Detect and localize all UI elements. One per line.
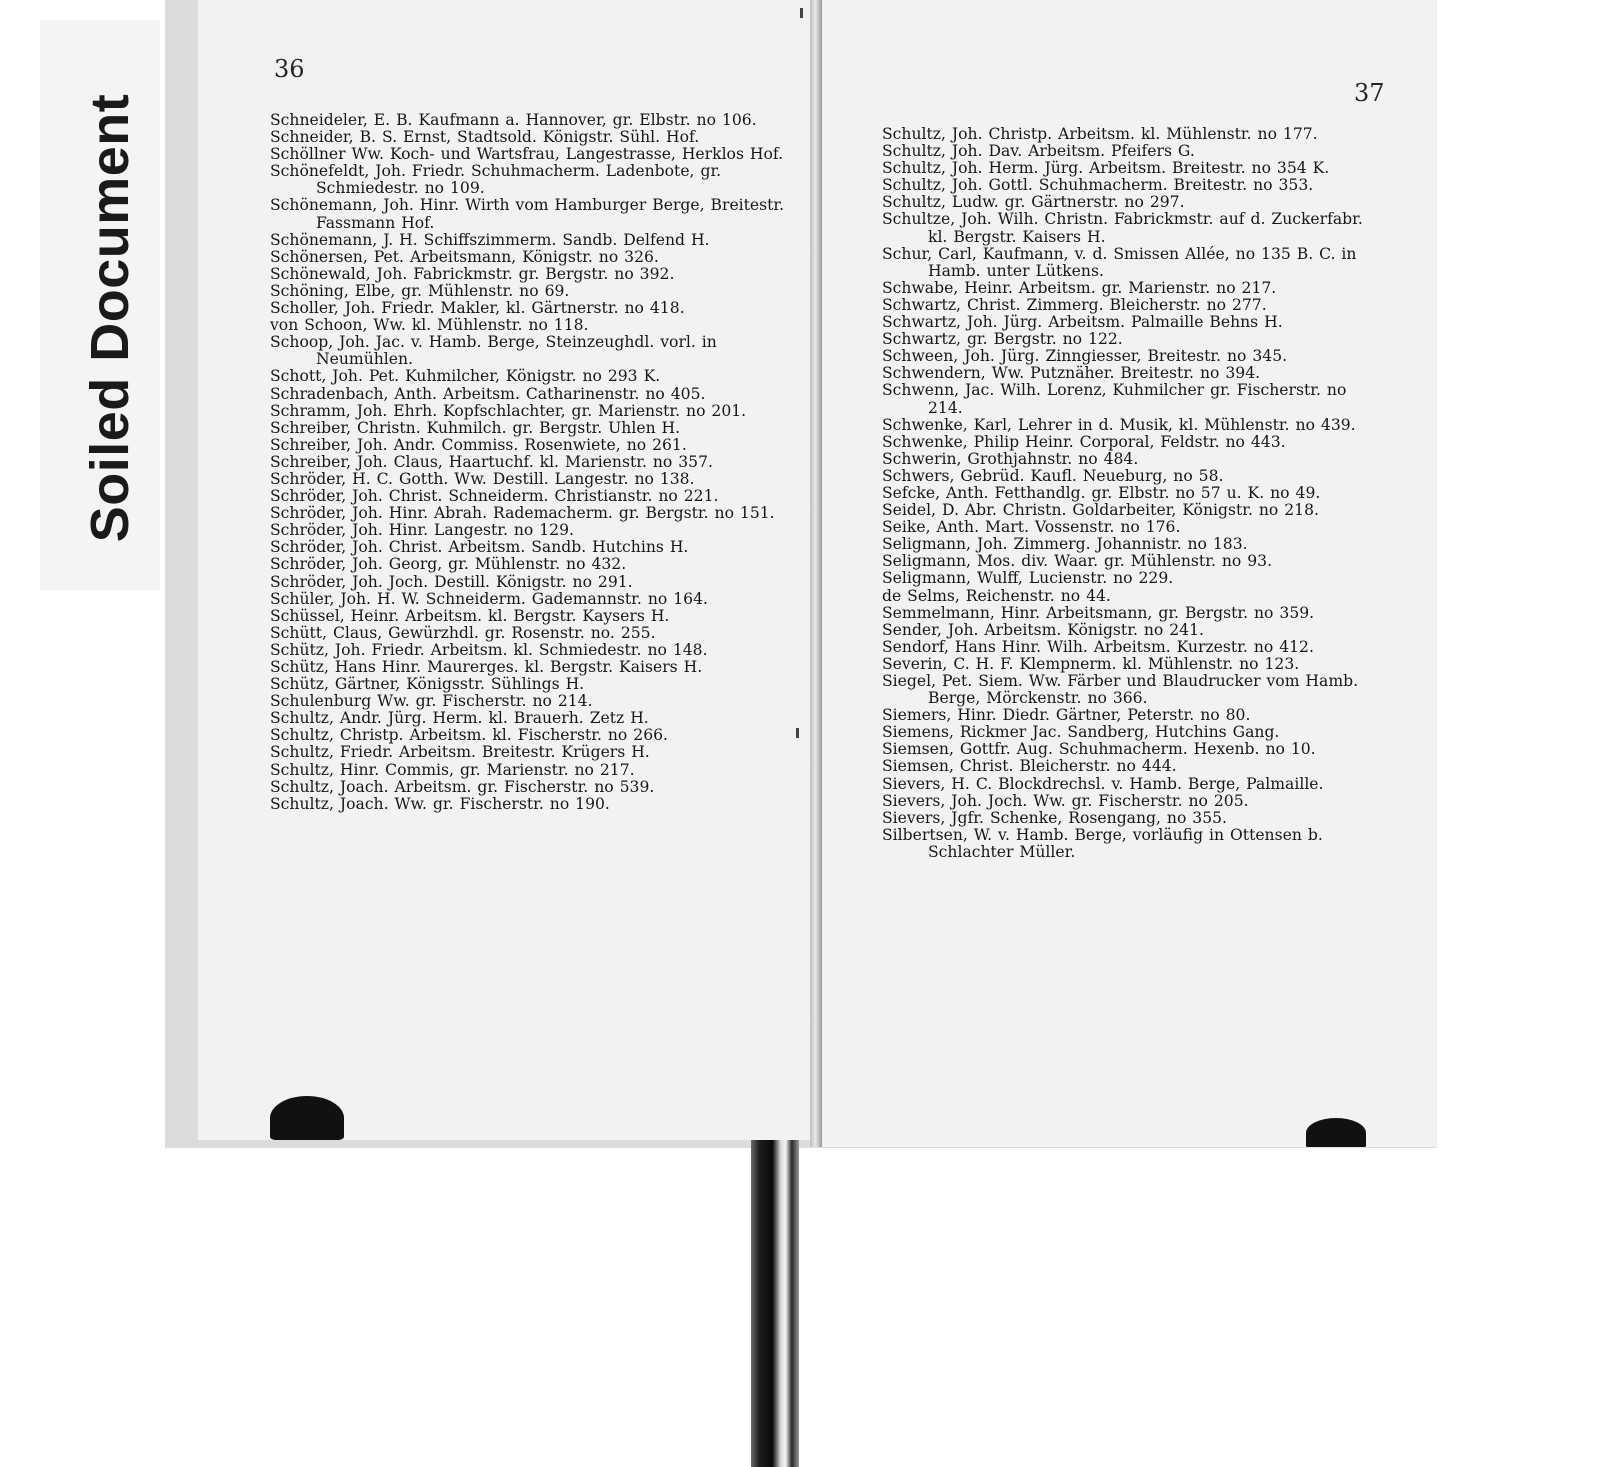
directory-entry: Schultz, Joach. Ww. gr. Fischerstr. no 190.	[270, 794, 610, 813]
directory-entry: Silbertsen, W. v. Hamb. Berge, vorläufig in Ottensen b. Schlachter Müller.	[882, 825, 1323, 861]
directory-entry: Schwenke, Philip Heinr. Corporal, Feldstr. no 443.	[882, 432, 1286, 451]
directory-entry: Sender, Joh. Arbeitsm. Königstr. no 241.	[882, 620, 1204, 639]
directory-entry: Siemens, Rickmer Jac. Sandberg, Hutchins Gang.	[882, 723, 1280, 742]
directory-entry: Schröder, Joh. Hinr. Abrah. Rademacherm. gr. Bergstr. no 151.	[270, 504, 775, 523]
directory-entry: Schultz, Christp. Arbeitsm. kl. Fischerstr. no 266.	[270, 726, 668, 745]
left-entry-list	[270, 112, 785, 813]
directory-entry: Schwartz, gr. Bergstr. no 122.	[882, 330, 1123, 349]
ink-blot	[270, 1096, 344, 1140]
directory-entry: Sefcke, Anth. Fetthandlg. gr. Elbstr. no 57 u. K. no 49.	[882, 483, 1321, 502]
directory-entry: Sievers, Jgfr. Schenke, Rosengang, no 355.	[882, 808, 1228, 827]
directory-entry: Schütt, Claus, Gewürzhdl. gr. Rosenstr. no. 255.	[270, 623, 656, 642]
directory-entry: Siemsen, Christ. Bleicherstr. no 444.	[882, 757, 1177, 776]
directory-entry: Siemsen, Gottfr. Aug. Schuhmacherm. Hexenb. no 10.	[882, 740, 1316, 759]
directory-entry: Schönemann, J. H. Schiffszimmerm. Sandb. Delfend H.	[270, 230, 710, 249]
directory-entry: Schultz, Joh. Dav. Arbeitsm. Pfeifers G.	[882, 142, 1195, 161]
right-page-number: 37	[1354, 79, 1385, 107]
binding-mark	[796, 728, 799, 738]
directory-entry: Schultz, Ludw. gr. Gärtnerstr. no 297.	[882, 193, 1185, 212]
directory-entry: Schultz, Joh. Gottl. Schuhmacherm. Breitestr. no 353.	[882, 176, 1314, 195]
right-page	[822, 0, 1437, 1147]
directory-entry: Seligmann, Wulff, Lucienstr. no 229.	[882, 569, 1174, 588]
directory-entry: Schönersen, Pet. Arbeitsmann, Königstr. no 326.	[270, 247, 659, 266]
left-page	[198, 0, 810, 1140]
directory-entry: Schöning, Elbe, gr. Mühlenstr. no 69.	[270, 281, 570, 300]
directory-entry: Schütz, Gärtner, Königsstr. Sühlings H.	[270, 675, 585, 694]
ink-blot	[1306, 1118, 1366, 1147]
directory-entry: Sievers, H. C. Blockdrechsl. v. Hamb. Berge, Palmaille.	[882, 774, 1324, 793]
directory-entry: Schröder, Joh. Georg, gr. Mühlenstr. no 432.	[270, 555, 627, 574]
directory-entry: Schultz, Hinr. Commis, gr. Marienstr. no 217.	[270, 760, 635, 779]
directory-entry: Sievers, Joh. Joch. Ww. gr. Fischerstr. no 205.	[882, 791, 1249, 810]
directory-entry: Schwartz, Joh. Jürg. Arbeitsm. Palmaille Behns H.	[882, 313, 1283, 332]
directory-entry: Seligmann, Joh. Zimmerg. Johannistr. no 183.	[882, 535, 1248, 554]
book-spine	[751, 1140, 799, 1467]
directory-entry: Schreiber, Joh. Andr. Commiss. Rosenwiete, no 261.	[270, 435, 687, 454]
directory-entry: Schneideler, E. B. Kaufmann a. Hannover, gr. Elbstr. no 106.	[270, 111, 757, 129]
directory-entry: Schur, Carl, Kaufmann, v. d. Smissen Allée, no 135 B. C. in Hamb. unter Lütkens.	[882, 244, 1357, 280]
directory-entry: Scholler, Joh. Friedr. Makler, kl. Gärtnerstr. no 418.	[270, 299, 685, 318]
directory-entry: Schröder, H. C. Gotth. Ww. Destill. Langestr. no 138.	[270, 469, 695, 488]
directory-entry: Schramm, Joh. Ehrh. Kopfschlachter, gr. Marienstr. no 201.	[270, 401, 747, 420]
directory-entry: Seligmann, Mos. div. Waar. gr. Mühlenstr. no 93.	[882, 552, 1273, 571]
directory-entry: Schönefeldt, Joh. Friedr. Schuhmacherm. Ladenbote, gr. Schmiedestr. no 109.	[270, 162, 722, 198]
directory-entry: Schönewald, Joh. Fabrickmstr. gr. Bergstr. no 392.	[270, 264, 675, 283]
directory-entry: Schönemann, Joh. Hinr. Wirth vom Hamburger Berge, Breitestr. Fassmann Hof.	[270, 196, 785, 232]
directory-entry: Schröder, Joh. Hinr. Langestr. no 129.	[270, 521, 574, 540]
directory-entry: Seidel, D. Abr. Christn. Goldarbeiter, Königstr. no 218.	[882, 501, 1319, 520]
directory-entry: Schwendern, Ww. Putznäher. Breitestr. no 394.	[882, 364, 1261, 383]
directory-entry: Schreiber, Christn. Kuhmilch. gr. Bergstr. Uhlen H.	[270, 418, 681, 437]
directory-entry: Severin, C. H. F. Klempnerm. kl. Mühlenstr. no 123.	[882, 654, 1300, 673]
directory-entry: Schultz, Friedr. Arbeitsm. Breitestr. Krügers H.	[270, 743, 650, 762]
right-entry-list	[882, 126, 1382, 861]
directory-entry: Schultz, Joh. Christp. Arbeitsm. kl. Mühlenstr. no 177.	[882, 125, 1318, 143]
soiled-document-label: Soiled Document	[80, 93, 140, 543]
book-gutter	[810, 0, 822, 1147]
directory-entry: Schultz, Joach. Arbeitsm. gr. Fischerstr. no 539.	[270, 777, 655, 796]
directory-entry: Schultze, Joh. Wilh. Christn. Fabrickmstr. auf d. Zuckerfabr. kl. Bergstr. Kaisers H.	[882, 210, 1363, 246]
directory-entry: Seike, Anth. Mart. Vossenstr. no 176.	[882, 518, 1181, 537]
directory-entry: Schultz, Andr. Jürg. Herm. kl. Brauerh. Zetz H.	[270, 709, 649, 728]
left-page-number: 36	[274, 55, 305, 83]
directory-entry: Schütz, Hans Hinr. Maurerges. kl. Bergstr. Kaisers H.	[270, 658, 703, 676]
directory-entry: Schween, Joh. Jürg. Zinngiesser, Breitestr. no 345.	[882, 347, 1288, 366]
binding-mark	[800, 8, 803, 18]
directory-entry: Schüssel, Heinr. Arbeitsm. kl. Bergstr. Kaysers H.	[270, 606, 670, 625]
directory-entry: de Selms, Reichenstr. no 44.	[882, 586, 1111, 605]
directory-entry: Schradenbach, Anth. Arbeitsm. Catharinenstr. no 405.	[270, 384, 706, 403]
directory-entry: Schröder, Joh. Christ. Schneiderm. Christianstr. no 221.	[270, 487, 719, 506]
directory-entry: Schüler, Joh. H. W. Schneiderm. Gademannstr. no 164.	[270, 589, 708, 608]
directory-entry: Schoop, Joh. Jac. v. Hamb. Berge, Steinzeughdl. vorl. in Neumühlen.	[270, 333, 717, 369]
directory-entry: Schott, Joh. Pet. Kuhmilcher, Königstr. no 293 K.	[270, 367, 661, 386]
directory-entry: Schreiber, Joh. Claus, Haartuchf. kl. Marienstr. no 357.	[270, 452, 713, 471]
directory-entry: Siemers, Hinr. Diedr. Gärtner, Peterstr. no 80.	[882, 706, 1251, 725]
directory-entry: Siegel, Pet. Siem. Ww. Färber und Blaudrucker vom Hamb. Berge, Mörckenstr. no 366.	[882, 672, 1359, 708]
directory-entry: Semmelmann, Hinr. Arbeitsmann, gr. Bergstr. no 359.	[882, 603, 1315, 622]
directory-entry: Sendorf, Hans Hinr. Wilh. Arbeitsm. Kurzestr. no 412.	[882, 637, 1314, 656]
directory-entry: Schwartz, Christ. Zimmerg. Bleicherstr. no 277.	[882, 295, 1267, 314]
directory-entry: Schwenke, Karl, Lehrer in d. Musik, kl. Mühlenstr. no 439.	[882, 415, 1356, 434]
directory-entry: von Schoon, Ww. kl. Mühlenstr. no 118.	[270, 316, 589, 335]
directory-entry: Schneider, B. S. Ernst, Stadtsold. Königstr. Sühl. Hof.	[270, 128, 700, 147]
directory-entry: Schwenn, Jac. Wilh. Lorenz, Kuhmilcher gr. Fischerstr. no 214.	[882, 381, 1347, 417]
directory-entry: Schultz, Joh. Herm. Jürg. Arbeitsm. Breitestr. no 354 K.	[882, 159, 1330, 178]
directory-entry: Schröder, Joh. Christ. Arbeitsm. Sandb. Hutchins H.	[270, 538, 689, 557]
directory-entry: Schöllner Ww. Koch- und Wartsfrau, Langestrasse, Herklos Hof.	[270, 145, 784, 164]
directory-entry: Schütz, Joh. Friedr. Arbeitsm. kl. Schmiedestr. no 148.	[270, 640, 708, 659]
directory-entry: Schwerin, Grothjahnstr. no 484.	[882, 449, 1139, 468]
directory-entry: Schwers, Gebrüd. Kaufl. Neueburg, no 58.	[882, 466, 1224, 485]
directory-entry: Schwabe, Heinr. Arbeitsm. gr. Marienstr. no 217.	[882, 278, 1277, 297]
directory-entry: Schröder, Joh. Joch. Destill. Königstr. no 291.	[270, 572, 633, 591]
directory-entry: Schulenburg Ww. gr. Fischerstr. no 214.	[270, 692, 593, 711]
